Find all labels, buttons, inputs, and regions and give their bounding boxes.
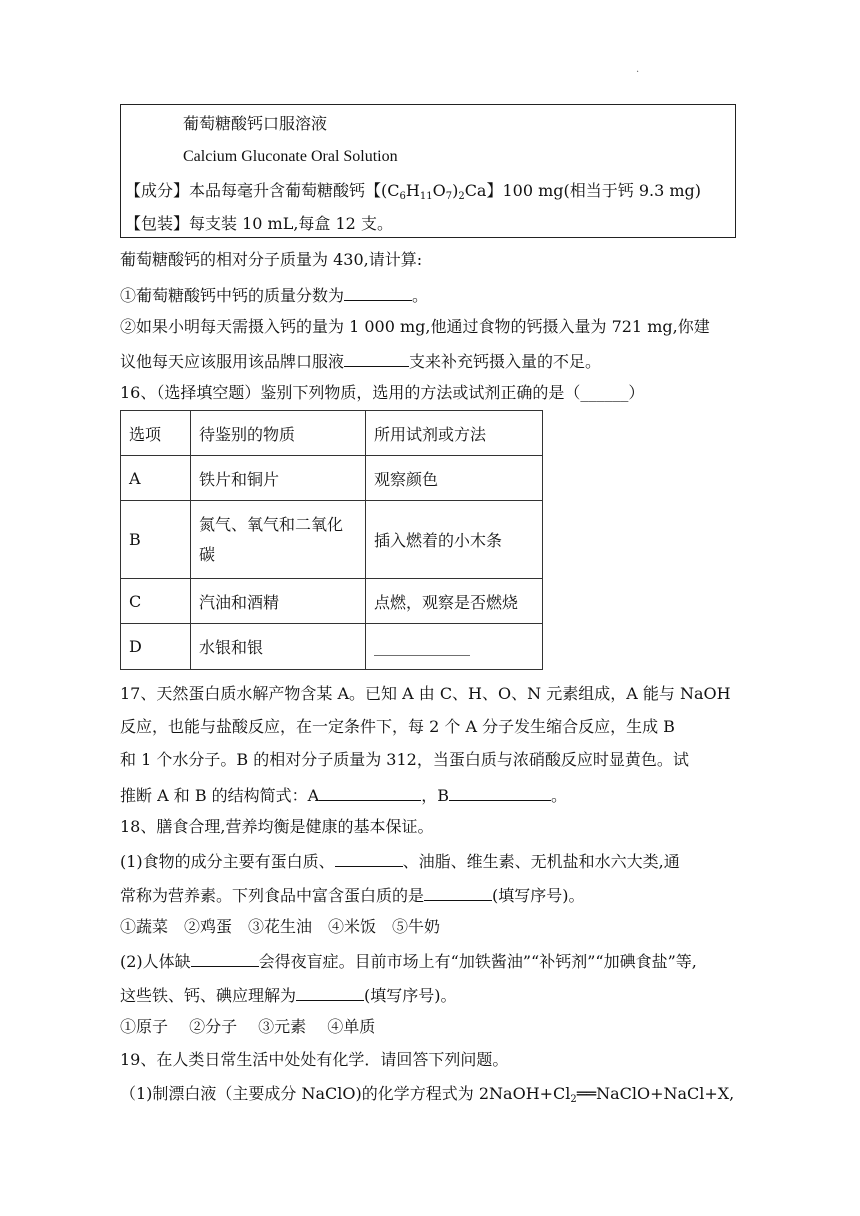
row-a-substances: 铁片和铜片 (191, 456, 366, 501)
q18-options-1: ①蔬菜 ②鸡蛋 ③花生油 ④米饭 ⑤牛奶 (120, 917, 441, 936)
formula-sub-11: 11 (419, 191, 433, 202)
q18-part1 (120, 850, 680, 872)
table-row (121, 456, 543, 501)
header-method: 所用试剂或方法 (366, 411, 543, 456)
q17-line1: 17、天然蛋白质水解产物含某 A。已知 A 由 C、H、O、N 元素组成，A 能与 NaOH (120, 684, 731, 703)
formula-o: O (432, 181, 446, 200)
q15-intro: 葡萄糖酸钙的相对分子质量为 430,请计算: (120, 250, 423, 269)
q18-part1-end: 、油脂、维生素、无机盐和水六大类,通 (402, 852, 680, 871)
header-substances: 待鉴别的物质 (191, 411, 366, 456)
q18-part2b-text: 这些铁、钙、碘应理解为 (120, 986, 297, 1005)
label-title-cn: 葡萄糖酸钙口服溶液 (183, 114, 328, 133)
page-mark: . (636, 64, 640, 75)
q18-blank-1[interactable] (335, 850, 403, 867)
q16-table (120, 410, 543, 670)
label-title-en: Calcium Gluconate Oral Solution (183, 148, 398, 165)
q17-line3: 和 1 个水分子。B 的相对分子质量为 312，当蛋白质与浓硝酸反应时显黄色。试 (120, 750, 689, 769)
row-a-option: A (121, 456, 191, 501)
row-d-method-blank[interactable]: ____________ (366, 624, 543, 670)
q15-blank-1[interactable] (344, 284, 412, 301)
row-d-option: D (121, 624, 191, 670)
table-header-row (121, 411, 543, 456)
row-b-substances: 氮气、氧气和二氧化碳 (191, 501, 366, 579)
q17-line4-text: 推断 A 和 B 的结构简式：A (120, 786, 320, 805)
q18-part1b-end: (填写序号)。 (492, 886, 585, 905)
formula-sub-7: 7 (445, 191, 453, 202)
q18-blank-2[interactable] (424, 884, 492, 901)
q19-sub-2: 2 (570, 1094, 577, 1105)
q18-part1-text: (1)食物的成分主要有蛋白质、 (120, 852, 335, 871)
q17-blank-a[interactable] (319, 784, 421, 801)
row-c-method: 点燃，观察是否燃烧 (366, 579, 543, 624)
header-option: 选项 (121, 411, 191, 456)
q15-part2-end: 支来补充钙摄入量的不足。 (409, 352, 602, 371)
q17-line2: 反应，也能与盐酸反应，在一定条件下，每 2 个 A 分子发生缩合反应，生成 B (120, 717, 675, 736)
q18-stem: 18、膳食合理,营养均衡是健康的基本保证。 (120, 817, 434, 836)
q18-part1b (120, 884, 585, 906)
q15-part1-end: 。 (412, 286, 429, 305)
label-ingredient (125, 181, 701, 201)
q18-part2 (120, 950, 697, 972)
q17-blank-b[interactable] (449, 784, 551, 801)
q17-line4-mid: ，B (421, 786, 449, 805)
q18-part1b-text: 常称为营养素。下列食品中富含蛋白质的是 (120, 886, 425, 905)
q19-part1-end: ══NaClO+NaCl+X, (576, 1084, 735, 1103)
q19-part1 (120, 1084, 734, 1104)
formula-sub-2: 2 (458, 191, 465, 202)
ingredient-suffix: Ca】100 mg(相当于钙 9.3 mg) (464, 181, 702, 200)
q19-stem: 19、在人类日常生活中处处有化学．请回答下列问题。 (120, 1050, 509, 1069)
row-b-method: 插入燃着的小木条 (366, 501, 543, 579)
q15-part2-line1: ②如果小明每天需摄入钙的量为 1 000 mg,他通过食物的钙摄入量为 721 mg,你建 (120, 317, 710, 336)
ingredient-prefix: 【成分】本品每毫升含葡萄糖酸钙【(C (125, 181, 400, 200)
q18-part2b (120, 984, 457, 1006)
q15-part2-line2 (120, 350, 601, 372)
table-row (121, 501, 543, 579)
formula-sub-6: 6 (399, 191, 406, 202)
q18-blank-4[interactable] (296, 984, 364, 1001)
row-b-option: B (121, 501, 191, 579)
q15-part2-text: 议他每天应该服用该品牌口服液 (120, 352, 345, 371)
q17-line4 (120, 784, 567, 806)
q15-part1-text: ①葡萄糖酸钙中钙的质量分数为 (120, 286, 345, 305)
row-d-substances: 水银和银 (191, 624, 366, 670)
table-row (121, 624, 543, 670)
row-a-method: 观察颜色 (366, 456, 543, 501)
q18-part2-end: 会得夜盲症。目前市场上有“加铁酱油”“补钙剂”“加碘食盐”等, (258, 952, 697, 971)
q15-part1 (120, 284, 428, 306)
label-packaging: 【包装】每支装 10 mL,每盒 12 支。 (125, 214, 393, 233)
formula-close: ) (452, 181, 459, 200)
formula-h: H (405, 181, 420, 200)
q18-blank-3[interactable] (191, 950, 259, 967)
q15-blank-2[interactable] (344, 350, 409, 367)
q17-line4-end: 。 (550, 786, 567, 805)
q18-part2b-end: (填写序号)。 (364, 986, 457, 1005)
q16-stem: 16、（选择填空题）鉴别下列物质，选用的方法或试剂正确的是（______） (120, 383, 645, 402)
row-c-substances: 汽油和酒精 (191, 579, 366, 624)
q19-part1-text: （1)制漂白液（主要成分 NaClO)的化学方程式为 2NaOH+Cl (120, 1084, 571, 1103)
row-c-option: C (121, 579, 191, 624)
q18-part2-text: (2)人体缺 (120, 952, 191, 971)
table-row (121, 579, 543, 624)
q18-options-2: ①原子 ②分子 ③元素 ④单质 (120, 1017, 376, 1036)
